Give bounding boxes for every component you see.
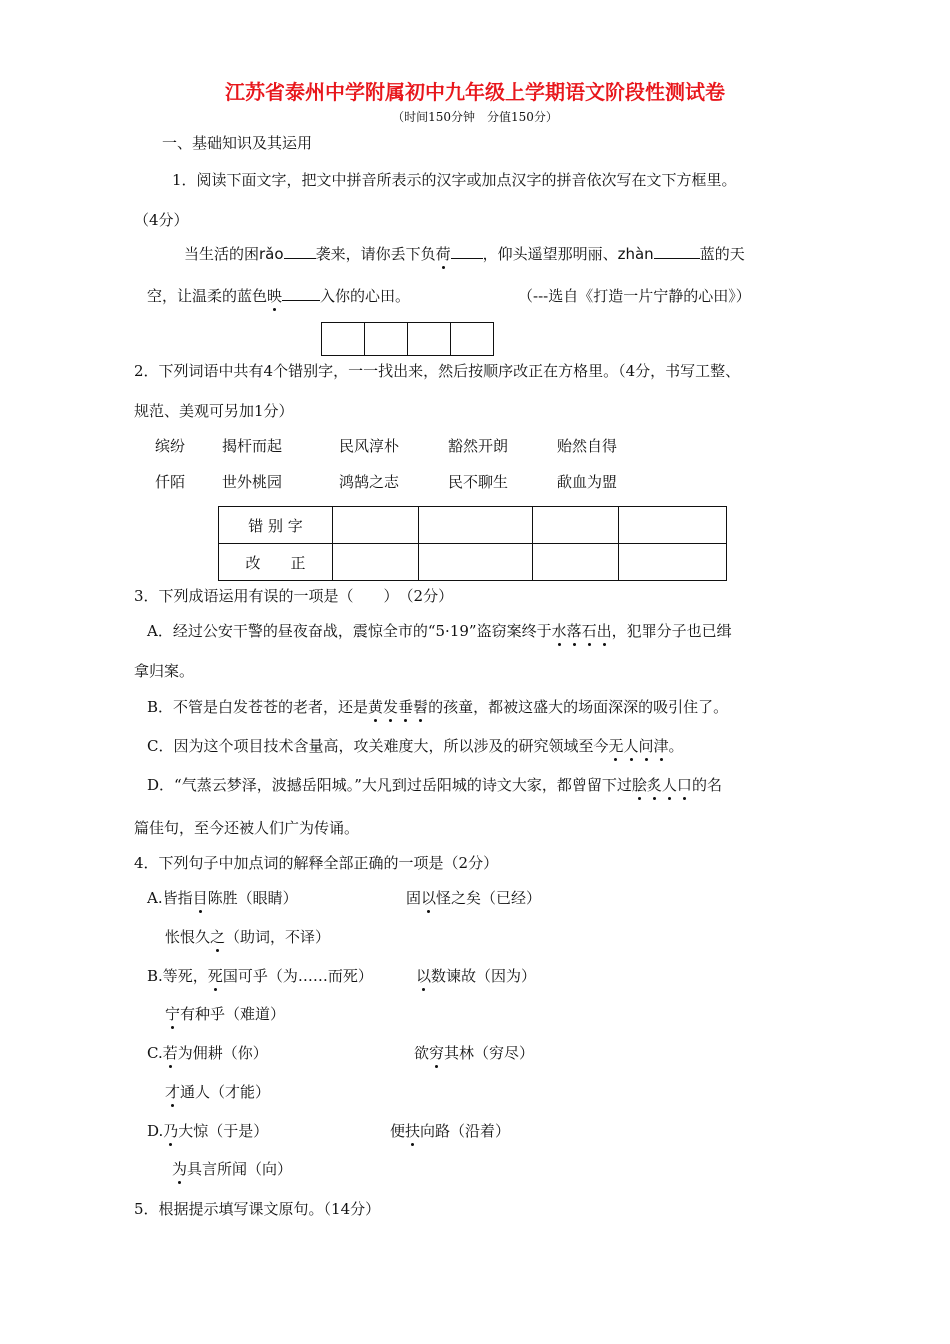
- q2-stem: 2．下列词语中共有4个错别字，一一找出来，然后按顺序改正在方格里。（4分，书写工整、: [134, 362, 741, 380]
- page-title: 江苏省泰州中学附属初中九年级上学期语文阶段性测试卷: [225, 80, 725, 104]
- answer-cell[interactable]: [619, 544, 727, 581]
- q1-passage-line1: 当生活的困rǎo 袭来，请你丢下负荷 ，仰头遥望那明丽、zhàn 蓝的天: [184, 245, 745, 263]
- table-header-correct: 改 正: [219, 544, 333, 581]
- q4-option-d: D.乃大惊（于是）: [147, 1122, 269, 1140]
- q4-option-c: C.若为佣耕（你）: [147, 1044, 268, 1062]
- q3-option-b: B．不管是白发苍苍的老者，还是黄发垂髫的孩童，都被这盛大的场面深深的吸引住了。: [147, 698, 729, 716]
- word-item: 歃血为盟: [557, 473, 618, 491]
- q4-option-c-3: 才通人（才能）: [165, 1083, 271, 1101]
- q3-stem: 3．下列成语运用有误的一项是（ ） （2分）: [134, 587, 454, 605]
- q1-score: （4分）: [134, 211, 189, 229]
- word-item: 鸿鹄之志: [339, 473, 400, 491]
- q1-answer-boxes[interactable]: [321, 322, 494, 356]
- answer-cell[interactable]: [619, 507, 727, 544]
- answer-box[interactable]: [321, 322, 365, 356]
- q4-option-a-3: 怅恨久之（助词，不译）: [165, 928, 331, 946]
- q3-option-a: A．经过公安干警的昼夜奋战，震惊全市的“5·19”盗窃案终于水落石出，犯罪分子也已缉: [147, 622, 732, 640]
- q4-option-a: A.皆指目陈胜（眼睛）: [147, 889, 298, 907]
- q1-passage-line2: 空，让温柔的蓝色映 入你的心田。: [147, 287, 411, 305]
- answer-box[interactable]: [408, 322, 451, 356]
- word-item: 世外桃园: [222, 473, 283, 491]
- q5-stem: 5．根据提示填写课文原句。（14分）: [134, 1200, 381, 1218]
- q3-option-a-cont: 拿归案。: [134, 662, 195, 680]
- word-item: 民风淳朴: [339, 437, 400, 455]
- word-item: 缤纷: [155, 437, 186, 455]
- word-item: 民不聊生: [448, 473, 509, 491]
- answer-cell[interactable]: [333, 507, 419, 544]
- dotted-char: 荷: [435, 245, 451, 263]
- page-subtitle: （时间150分钟 分值150分）: [392, 110, 558, 124]
- word-item: 揭杆而起: [222, 437, 283, 455]
- q3-option-d: D．“气蒸云梦泽，波撼岳阳城。”大凡到过岳阳城的诗文大家，都曾留下过脍炙人口的名: [147, 776, 722, 794]
- answer-cell[interactable]: [533, 544, 619, 581]
- section-heading: 一、基础知识及其运用: [162, 134, 313, 152]
- q4-option-b-2: 以数谏故（因为）: [416, 967, 537, 985]
- answer-box[interactable]: [451, 322, 494, 356]
- q1-source: （---选自《打造一片宁静的心田》）: [518, 287, 751, 305]
- q3-option-d-cont: 篇佳句，至今还被人们广为传诵。: [134, 819, 360, 837]
- q4-stem: 4．下列句子中加点词的解释全部正确的一项是（2分）: [134, 854, 499, 872]
- answer-cell[interactable]: [419, 507, 533, 544]
- word-item: 仟陌: [155, 473, 186, 491]
- q2-stem-cont: 规范、美观可另加1分）: [134, 402, 294, 420]
- answer-box[interactable]: [365, 322, 408, 356]
- answer-cell[interactable]: [419, 544, 533, 581]
- word-item: 豁然开朗: [448, 437, 509, 455]
- dotted-char: 映: [267, 287, 283, 305]
- q4-option-a-2: 固以怪之矣（已经）: [406, 889, 542, 907]
- word-item: 贻然自得: [557, 437, 618, 455]
- answer-cell[interactable]: [533, 507, 619, 544]
- q4-option-d-3: 为具言所闻（向）: [172, 1160, 293, 1178]
- q4-option-b: B.等死，死国可乎（为……而死）: [147, 967, 373, 985]
- answer-cell[interactable]: [333, 544, 419, 581]
- q4-option-d-2: 便扶向路（沿着）: [390, 1122, 511, 1140]
- q2-answer-table: [218, 506, 727, 581]
- q3-option-c: C．因为这个项目技术含量高，攻关难度大，所以涉及的研究领域至今无人问津。: [147, 737, 684, 755]
- q4-option-b-3: 宁有种乎（难道）: [165, 1005, 286, 1023]
- q4-option-c-2: 欲穷其林（穷尽）: [414, 1044, 535, 1062]
- table-header-wrong: 错 别 字: [219, 507, 333, 544]
- q1-stem: 1．阅读下面文字，把文中拼音所表示的汉字或加点汉字的拼音依次写在文下方框里。: [172, 171, 737, 189]
